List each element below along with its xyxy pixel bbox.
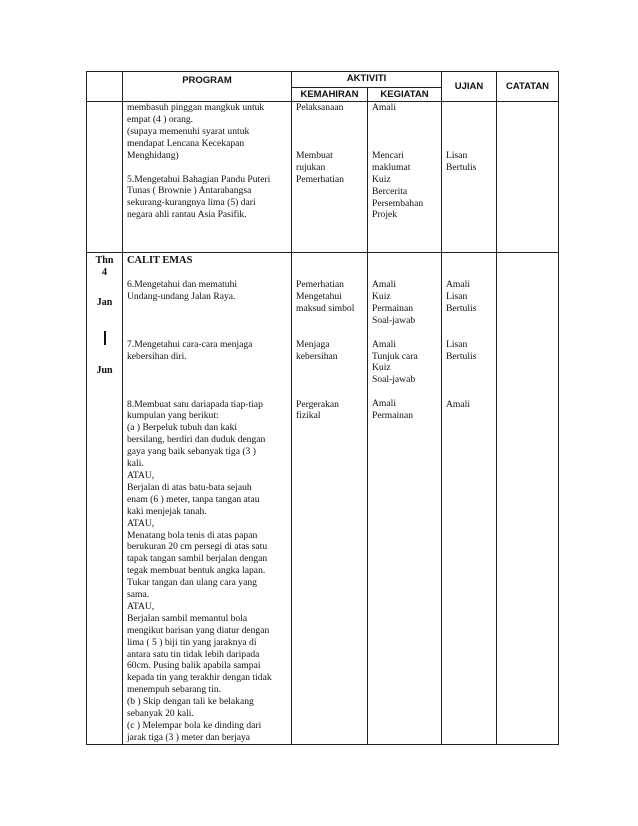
table-row — [87, 253, 559, 745]
text-line: membasuh pinggan mangkuk untuk — [127, 102, 265, 113]
text-line: empat (4 ) orang. — [127, 113, 194, 125]
text-line: Pelaksanaan — [296, 102, 344, 113]
text-line: Soal-jawab — [372, 314, 416, 326]
text-line: Amali — [372, 279, 396, 290]
text-line: Kuiz — [372, 173, 391, 185]
kemahiran-text — [296, 102, 367, 114]
text-line: sekurang-kurangnya lima (5) dari — [127, 197, 256, 209]
item-8-text — [127, 399, 291, 744]
text-line: negara ahli rantau Asia Pasifik. — [127, 209, 247, 221]
thn-number: 4 — [102, 267, 107, 278]
kegiatan-text — [372, 102, 441, 114]
text-line: jarak tiga (3 ) meter dan berjaya — [127, 731, 251, 743]
text-line: Tukar tangan dan ulang cara yang — [127, 577, 257, 589]
text-line: Amali — [372, 338, 396, 350]
text-line: Berjalan sambil memantul bola — [127, 612, 248, 624]
ujian-text — [446, 399, 496, 411]
text-line: Bertulis — [446, 161, 477, 173]
text-line: Permainan — [372, 302, 414, 314]
text-line: kali. — [127, 458, 144, 470]
header-blank — [87, 72, 123, 102]
header-ujian: UJIAN — [442, 72, 497, 102]
text-line: lima ( 5 ) biji tin yang jaraknya di — [127, 636, 257, 648]
text-line: (c ) Melempar bola ke dinding dari — [127, 720, 262, 731]
text-line: mengikut barisan yang diatur dengan — [127, 624, 270, 636]
header-kegiatan: KEGIATAN — [368, 88, 442, 102]
program-table — [86, 71, 559, 745]
text-line: menempuh sebarang tin. — [127, 684, 222, 696]
text-line: ATAU, — [127, 600, 155, 612]
text-line: Undang-undang Jalan Raya. — [127, 290, 236, 302]
text-line: 5.Mengetahui Bahagian Pandu Puteri — [127, 173, 271, 185]
text-line: Mengetahui — [296, 290, 342, 302]
text-line: maklumat — [372, 161, 411, 173]
text-line: enam (6 ) meter, tanpa tangan atau — [127, 493, 260, 505]
text-line: bersilang, berdiri dan duduk dengan — [127, 434, 266, 446]
text-line: Amali — [372, 398, 396, 410]
item-6-text — [127, 279, 291, 303]
text-line: Lisan — [446, 338, 468, 350]
text-line: Soal-jawab — [372, 374, 416, 386]
text-line: kumpulan yang berikut: — [127, 410, 219, 422]
kegiatan-text — [372, 339, 441, 387]
text-line: kepada tin yang terakhir dengan tidak — [127, 672, 272, 684]
header-aktiviti: AKTIVITI — [292, 72, 442, 88]
text-line: sama. — [127, 589, 150, 601]
kemahiran-cell — [292, 102, 368, 253]
text-line: Tunjuk cara — [372, 350, 418, 362]
kemahiran-text — [296, 150, 367, 186]
text-line: maksud simbol — [296, 302, 355, 314]
text-line: rujukan — [296, 161, 326, 173]
text-line: sebanyak 20 kali. — [127, 708, 194, 720]
text-line: Berjalan di atas batu-bata sejauh — [127, 481, 252, 493]
kemahiran-text — [296, 279, 367, 315]
text-line: Kuiz — [372, 290, 391, 302]
text-line: Menjaga — [296, 338, 330, 350]
program-text — [127, 102, 291, 162]
header-catatan: CATATAN — [497, 72, 559, 102]
text-line: Lisan — [446, 290, 468, 302]
item-7-text — [127, 339, 291, 363]
program-cell — [123, 253, 292, 745]
table-row — [87, 102, 559, 253]
kemahiran-cell — [292, 253, 368, 745]
text-line: tapak tangan sambil berjalan dengan — [127, 553, 268, 565]
text-line: Lisan — [446, 150, 468, 161]
text-line: Pemerhatian — [296, 279, 344, 290]
jun-label: Jun — [96, 365, 113, 376]
text-line: Bertulis — [446, 302, 477, 314]
item-5-text — [127, 174, 291, 222]
text-line: mendapat Lencana Kecekapan — [127, 137, 245, 149]
text-line: fizikal — [296, 410, 321, 422]
text-line: Projek — [372, 209, 398, 221]
text-line: (supaya memenuhi syarat untuk — [127, 125, 250, 137]
text-line: Amali — [446, 279, 470, 290]
text-line: tegak membuat bentuk angka lapan. — [127, 565, 266, 577]
text-line: Pergerakan — [296, 398, 339, 410]
jan-label: Jan — [96, 297, 113, 308]
text-line: 8.Membuat satu dariapada tiap-tiap — [127, 398, 263, 410]
kegiatan-text — [372, 279, 441, 327]
text-line: Membuat — [296, 149, 333, 161]
catatan-cell — [497, 253, 559, 745]
text-line: ATAU, — [127, 517, 155, 529]
text-line: (a ) Berpeluk tubuh dan kaki — [127, 422, 238, 434]
text-line: (b ) Skip dengan tali ke belakang — [127, 696, 254, 708]
text-line: Menghidang) — [127, 149, 179, 161]
kegiatan-cell — [368, 102, 442, 253]
text-line: Persembahan — [372, 197, 424, 209]
text-line: Kuiz — [372, 362, 391, 374]
text-line: Pemerhatian — [296, 173, 344, 185]
text-line: gaya yang baik sebanyak tiga (3 ) — [127, 446, 256, 458]
text-line: kaki menjejak tanah. — [127, 505, 207, 517]
header-kemahiran: KEMAHIRAN — [292, 88, 368, 102]
text-line: 7.Mengetahui cara-cara menjaga — [127, 338, 253, 350]
text-line: Mencari — [372, 149, 404, 161]
header-program: PROGRAM — [123, 72, 292, 102]
kegiatan-text — [372, 150, 441, 221]
side-cell — [87, 253, 123, 745]
text-line: Permainan — [372, 410, 414, 422]
thn-label: Thn — [95, 255, 114, 266]
ujian-cell — [442, 102, 497, 253]
text-line: Tunas ( Brownie ) Antarabangsa — [127, 185, 252, 197]
text-line: berukuran 20 cm persegi di atas satu — [127, 541, 268, 553]
range-bar — [104, 331, 106, 345]
side-cell-empty — [87, 102, 123, 253]
ujian-cell — [442, 253, 497, 745]
text-line: 6.Mengetahui dan mematuhi — [127, 278, 238, 290]
text-line: Amali — [372, 102, 396, 113]
section-title: CALIT EMAS — [127, 255, 193, 266]
text-line: ATAU, — [127, 469, 155, 481]
kemahiran-text — [296, 339, 367, 363]
text-line: Menatang bola tenis di atas papan — [127, 529, 258, 541]
ujian-text — [446, 150, 496, 174]
text-line: kebersihan diri. — [127, 350, 187, 362]
text-line: Bercerita — [372, 185, 408, 197]
text-line: Amali — [446, 398, 470, 410]
kemahiran-text — [296, 399, 367, 423]
text-line: 60cm. Pusing balik apabila sampai — [127, 660, 261, 672]
kegiatan-text — [372, 398, 441, 422]
text-line: kebersihan — [296, 350, 338, 362]
catatan-cell — [497, 102, 559, 253]
ujian-text — [446, 279, 496, 315]
text-line: antara satu tin tidak lebih daripada — [127, 648, 260, 660]
kegiatan-cell — [368, 253, 442, 745]
program-cell — [123, 102, 292, 253]
ujian-text — [446, 339, 496, 363]
text-line: Bertulis — [446, 350, 477, 362]
